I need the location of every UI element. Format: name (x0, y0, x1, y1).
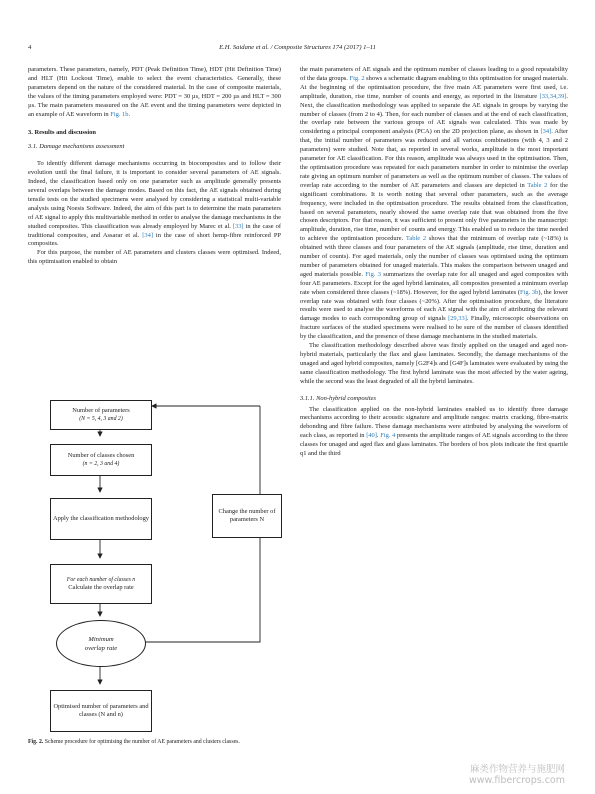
paragraph: the main parameters of AE signals and the optimum number of classes leading to a good repeatability of the data groups. Fig. 2 shows a schematic diagram enabling to this optimisation for unaged materials. At the beginning of the optimisation procedure, the five main AE parameters were first used, i.e. amplitude, duration, rise time, number of counts and energy, as reported in the literature [33,34,39]. Next, the classification methodology was applied to separate the AE signals in groups by varying the number of classes (from 2 to 4). Then, for each number of classes and at the end of each classification, the overlap rate between the various groups of AE signals was calculated. This was made by considering a principal component analysis (PCA) on the 2D projection plane, as shown in [34]. After that, the initial number of parameters was reduced and all various combinations (with 4, 3 and 2 parameters) were studied. Note that, as reported in several works, amplitude is the most important parameter for AE classification. For this reason, amplitude was always used in the optimisation. Then, the optimisation procedure was repeated for each parameters number in order to minimise the overlap rate giving an optimum number of parameters as well as the optimum number of classes. The values of overlap rate according to the number of AE parameters and classes are depicted in Table 2 for the significant combinations. It is worth noting that several other parameters, such as the average frequency, were included in the optimisation procedure. The results obtained from the classification, based on several parameters, nearly showed the same overlap rate that was obtained from the five chosen descriptors. For that reason, it was sufficient to present only five parameters in the manuscript: amplitude, duration, rise time, number of counts and energy. This enabled us to reduce the time needed to achieve the optimisation procedure. Table 2 shows that the minimum of overlap rate (~18%) is obtained with three classes and four parameters of the AE signals (amplitude, rise time, duration and number of counts). For aged materials, only the number of classes was optimised using the optimum number of parameters obtained for unaged materials. This makes the comparison between unaged and aged materials possible. Fig. 3 summarizes the overlap rate for all unaged and aged composites with four AE parameters. Except for the aged hybrid laminates, all composites presented a minimum overlap rate when considered three classes (~18%). However, for the aged hybrid laminates (Fig. 3b), the lower overlap rate was obtained with four classes (~20%). After the optimisation procedure, the literature results were used to analyse the waveforms of each AE signal with the aim of attributing the relevant damage modes to each corresponding group of signals [29,33]. Finally, microscopic observations on fracture surfaces of the studied specimens were realised to be sure of the number of classes identified by the classification, and the presence of these damage mechanisms in the studied materials. (300, 66, 569, 341)
citation-link[interactable]: [29,33] (448, 315, 467, 323)
citation-link[interactable]: [33] (232, 222, 244, 230)
paragraph: parameters. These parameters, namely, PDT (Peak Definition Time), HDT (Hit Definition Time) and HLT (Hit Lockout Time), enable to select the event characteristics. Generally, these parameters depend on the nature of the considered material. In the case of composite materials, the values of the timing parameters employed were: PDT = 30 µs, HDT = 200 µs and HLT = 300 µs. The main parameters measured on the AE event and the timing parameters were depicted in an example of AE waveform in Fig. 1b. (28, 66, 281, 118)
figure-2-flowchart (28, 366, 281, 734)
figure-caption: Fig. 2. Scheme procedure for optimising the number of AE parameters and clusters classes. (28, 739, 240, 745)
figure-link[interactable]: Fig. 1b (110, 110, 129, 118)
paragraph: The classification applied on the non-hybrid laminates enabled us to identify three damage mechanisms according to their acoustic signature and amplitude ranges: matrix cracking, fibre-matrix debonding and fibre failure. These damage mechanisms were attributed by analysing the waveform of each class, as reported in [40]. Fig. 4 presents the amplitude ranges of AE signals according to the three classes for unaged and aged flax and glass laminates. The borders of box plots indicate the first quartile q1 and the third (300, 405, 569, 458)
ellipse-minimum-overlap: Minimum overlap rate (56, 620, 146, 667)
box-apply-classification: Apply the classification methodology (50, 498, 152, 540)
section-title: 3. Results and discussion (28, 129, 96, 137)
paragraph: The classification methodology described above was firstly applied on the unaged and aged non-hybrid materials, particularly the flax and glass laminates. Secondly, the damage mechanisms of the unaged and aged hybrid composites, namely [G2F4]s and [G4F]s laminates were evaluated by using the same classification methodology. The first hybrid laminate was the most affected by the water ageing, while the second was the least degraded of all the hybrid laminates. (300, 342, 568, 385)
subsection-title: 3.1. Damage mechanisms assessment (28, 143, 125, 151)
right-column (300, 66, 568, 459)
paragraph: For this purpose, the number of AE parameters and clusters classes were optimised. Indeed, this optimisation enabled to obtain (28, 249, 281, 266)
citation-link[interactable]: [34] (142, 231, 153, 239)
left-column (28, 66, 281, 267)
box-change-parameters: Change the number of parameters N (212, 494, 282, 538)
figure-link[interactable]: Fig. 3b (519, 288, 539, 296)
box-optimised-result: Optimised number of parameters and classes (N and n) (50, 690, 152, 732)
page-number: 4 (28, 44, 32, 51)
box-number-of-parameters: Number of parameters (N = 5, 4, 3 and 2) (50, 400, 152, 430)
running-head: E.H. Saidane et al. / Composite Structures 174 (2017) 1–11 (219, 44, 376, 51)
box-number-of-classes: Number of classes chosen (n = 2, 3 and 4) (50, 444, 152, 476)
watermark: 麻类作物营养与施肥网 www.fibercrops.com (468, 764, 565, 786)
table-link[interactable]: Table 2 (405, 235, 427, 243)
subsubsection-title: 3.1.1. Non-hybrid composites (300, 394, 376, 402)
page-header (28, 44, 567, 56)
figure-link[interactable]: Fig. 2 (349, 74, 365, 82)
citation-link[interactable]: [33,34,39] (539, 92, 567, 100)
figure-link[interactable]: Fig. 3 (365, 270, 381, 278)
box-calculate-overlap: For each number of classes n Calculate the overlap rate (50, 564, 152, 604)
citation-link[interactable]: [40] (366, 432, 377, 440)
figure-link[interactable]: Fig. 4 (380, 432, 396, 440)
paragraph: To identify different damage mechanisms occurring in biocomposites and to follow their evolution until the final failure, it is important to consider several parameters of AE signals. Indeed, the classification based only on one parameter such as amplitude generally presents several overlaps between the damage modes. Based on this fact, the AE signals obtained during tensile tests on the studied specimens were analysed by considering a statistical multi-variable analysis using Noesis Software. Indeed, the aim of this part is to determine the main parameters of AE signal to apply this multivariable method in order to analyse the damage mechanisms in the studied composites. This classification was already employed by Marec et al. [33] in the case of traditional composites, and Assarar et al. [34] in the case of short hemp-fibre reinforced PP composites. (28, 160, 281, 248)
table-link[interactable]: Table 2 (527, 181, 548, 189)
citation-link[interactable]: [34] (540, 128, 552, 136)
